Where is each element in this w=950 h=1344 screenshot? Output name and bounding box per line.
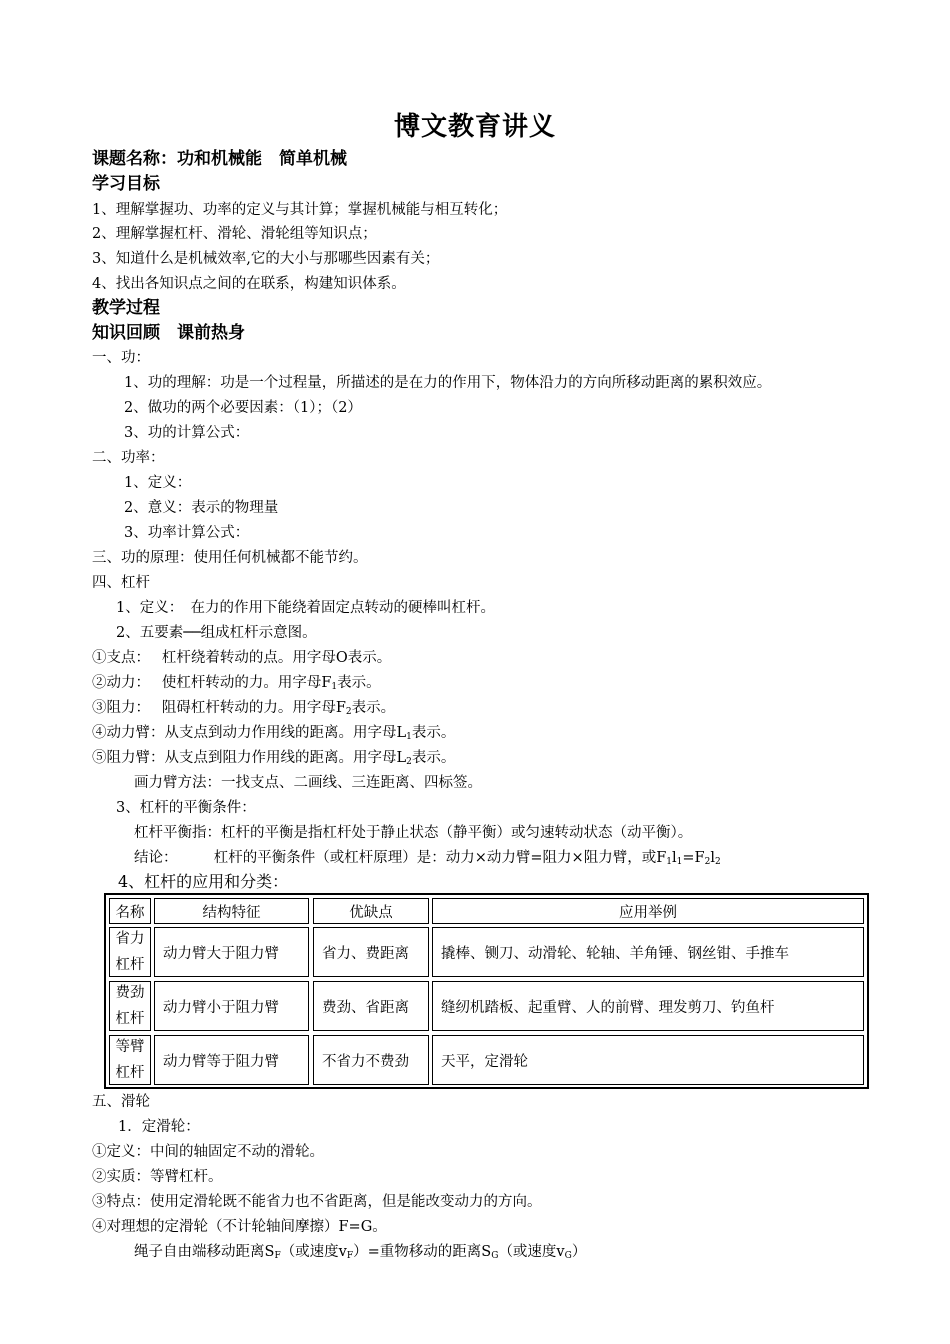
power-item: 1、定义： — [124, 475, 192, 491]
table-cell-examples: 天平，定滑轮 — [432, 1035, 864, 1085]
lever-arm-method: 画力臂方法：一找支点、二画线、三连距离、四标签。 — [134, 775, 482, 791]
table-header: 结构特征 — [154, 898, 309, 924]
lever-element-resistance-arm: ⑤阻力臂：从支点到阻力作用线的距离。用字母$L_2$表示。 — [92, 750, 456, 767]
pulley-item: ③特点：使用定滑轮既不能省力也不省距离，但是能改变动力的方向。 — [92, 1194, 542, 1210]
table-cell-pros: 费劲、省距离 — [313, 981, 429, 1031]
pulley-heading: 五、滑轮 — [92, 1094, 150, 1110]
lever-definition: 1、定义： 在力的作用下能绕着固定点转动的硬棒叫杠杆。 — [116, 600, 495, 616]
lever-classification-table — [104, 893, 869, 1089]
table-cell-feature: 动力臂小于阻力臂 — [154, 981, 309, 1031]
review-heading: 知识回顾 课前热身 — [92, 323, 245, 343]
goal-item: 3、知道什么是机械效率,它的大小与那哪些因素有关； — [92, 251, 440, 267]
power-heading: 二、功率： — [92, 450, 165, 466]
lever-five-elements: 2、五要素──组成杠杆示意图。 — [116, 625, 317, 641]
principle-line: 三、功的原理：使用任何机械都不能节约。 — [92, 550, 368, 566]
table-cell-examples: 撬棒、铡刀、动滑轮、轮轴、羊角锤、钢丝钳、手推车 — [432, 927, 864, 977]
pulley-fixed-heading: 1．定滑轮： — [118, 1119, 200, 1135]
lever-element-effort: ②动力： 使杠杆转动的力。用字母$F_1$表示。 — [92, 675, 381, 692]
goal-item: 1、理解掌握功、功率的定义与其计算；掌握机械能与相互转化； — [92, 202, 508, 218]
table-cell-examples: 缝纫机踏板、起重臂、人的前臂、理发剪刀、钓鱼杆 — [432, 981, 864, 1031]
table-header: 应用举例 — [432, 898, 864, 924]
table-cell-pros: 不省力不费劲 — [313, 1035, 429, 1085]
table-cell-feature: 动力臂大于阻力臂 — [154, 927, 309, 977]
goal-item: 2、理解掌握杠杆、滑轮、滑轮组等知识点； — [92, 226, 377, 242]
pulley-rope-distance: 绳子自由端移动距离$S_F$（或速度$v_F)=$重物移动的距离$S_G$（或速度$v_G$） — [134, 1244, 587, 1261]
document-title: 博文教育讲义 — [393, 112, 556, 142]
work-heading: 一、功： — [92, 350, 150, 366]
lever-element-effort-arm: ④动力臂：从支点到动力作用线的距离。用字母$L_1$表示。 — [92, 725, 456, 742]
lever-balance-definition: 杠杆平衡指：杠杆的平衡是指杠杆处于静止状态（静平衡）或匀速转动状态（动平衡）。 — [134, 825, 693, 841]
process-heading: 教学过程 — [92, 298, 160, 318]
lever-balance-conclusion: 结论： 杠杆的平衡条件（或杠杆原理）是：动力×动力臂=阻力×阻力臂，或$F_1l_1=F_2l_2$ — [134, 850, 721, 867]
work-item: 3、功的计算公式： — [124, 425, 250, 441]
lever-application-heading: 4、杠杆的应用和分类： — [118, 872, 289, 891]
pulley-item: ②实质：等臂杠杆。 — [92, 1169, 223, 1185]
table-cell-name: 费劲 杠杆 — [109, 981, 151, 1031]
table-cell-feature: 动力臂等于阻力臂 — [154, 1035, 309, 1085]
work-item: 1、功的理解：功是一个过程量，所描述的是在力的作用下，物体沿力的方向所移动距离的累积效应。 — [124, 375, 772, 391]
lever-element-fulcrum: ①支点： 杠杆绕着转动的点。用字母O表示。 — [92, 650, 392, 666]
work-item: 2、做功的两个必要因素：（1）；（2） — [124, 400, 362, 416]
power-item: 2、意义：表示的物理量 — [124, 500, 279, 516]
table-header: 优缺点 — [313, 898, 429, 924]
topic-heading: 课题名称：功和机械能 简单机械 — [92, 149, 347, 169]
table-cell-name: 省力 杠杆 — [109, 927, 151, 977]
table-cell-pros: 省力、费距离 — [313, 927, 429, 977]
power-item: 3、功率计算公式： — [124, 525, 250, 541]
pulley-item: ①定义：中间的轴固定不动的滑轮。 — [92, 1144, 324, 1160]
lever-heading: 四、杠杆 — [92, 575, 150, 591]
lever-balance-heading: 3、杠杆的平衡条件： — [116, 800, 256, 816]
pulley-item: ④对理想的定滑轮（不计轮轴间摩擦）F=G。 — [92, 1219, 387, 1235]
lever-element-resistance: ③阻力： 阻碍杠杆转动的力。用字母$F_2$表示。 — [92, 700, 396, 717]
table-cell-name: 等臂 杠杆 — [109, 1035, 151, 1085]
table-header: 名称 — [109, 898, 151, 924]
goal-item: 4、找出各知识点之间的在联系，构建知识体系。 — [92, 276, 406, 292]
goals-heading: 学习目标 — [92, 174, 160, 194]
